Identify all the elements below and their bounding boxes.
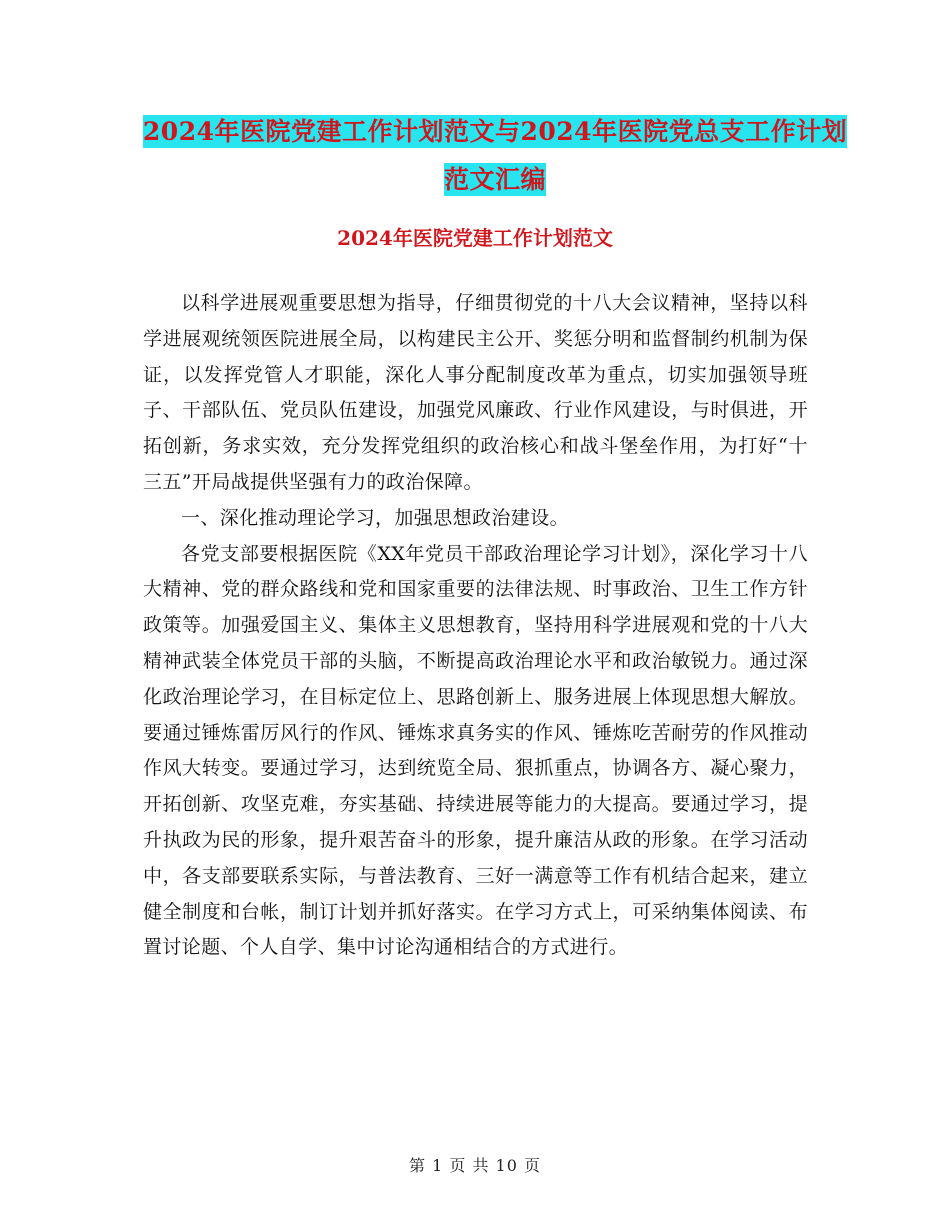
document-main-title <box>140 108 850 204</box>
page-footer: 第 1 页 共 10 页 <box>409 1156 541 1175</box>
main-title-highlight: 2024年医院党建工作计划范文与2024年医院党总支工作计划范文汇编 <box>142 117 848 194</box>
document-body <box>143 286 808 966</box>
section-title: 2024年医院党建工作计划范文 <box>337 226 613 250</box>
paragraph-intro: 以科学进展观重要思想为指导，仔细贯彻党的十八大会议精神，坚持以科学进展观统领医院进展全局，以构建民主公开、奖惩分明和监督制约机制为保证，以发挥党管人才职能，深化人事分配制度改革为重点，切实加强领导班子、干部队伍、党员队伍建设，加强党风廉政、行业作风建设，与时俱进，开拓创新，务求实效，充分发挥党组织的政治核心和战斗堡垒作用，为打好“十三五”开局战提供坚强有力的政治保障。 <box>143 292 808 493</box>
paragraph-heading-1: 一、深化推动理论学习，加强思想政治建设。 <box>181 506 570 529</box>
paragraph-theory-study: 各党支部要根据医院《XX年党员干部政治理论学习计划》，深化学习十八大精神、党的群众路线和党和国家重要的法律法规、时事政治、卫生工作方针政策等。加强爱国主义、集体主义思想教育，坚持用科学进展观和党的十八大精神武装全体党员干部的头脑，不断提高政治理论水平和政治敏锐力。通过深化政治理论学习，在目标定位上、思路创新上、服务进展上体现思想大解放。要通过锤炼雷厉风行的作风、锤炼求真务实的作风、锤炼吃苦耐劳的作风推动作风大转变。要通过学习，达到统览全局、狠抓重点，协调各方、凝心聚力，开拓创新、攻坚克难，夯实基础、持续进展等能力的大提高。要通过学习，提升执政为民的形象，提升艰苦奋斗的形象，提升廉洁从政的形象。在学习活动中，各支部要联系实际，与普法教育、三好一满意等工作有机结合起来，建立健全制度和台帐，制订计划并抓好落实。在学习方式上，可采纳集体阅读、布置讨论题、个人自学、集中讨论沟通相结合的方式进行。 <box>143 542 808 959</box>
